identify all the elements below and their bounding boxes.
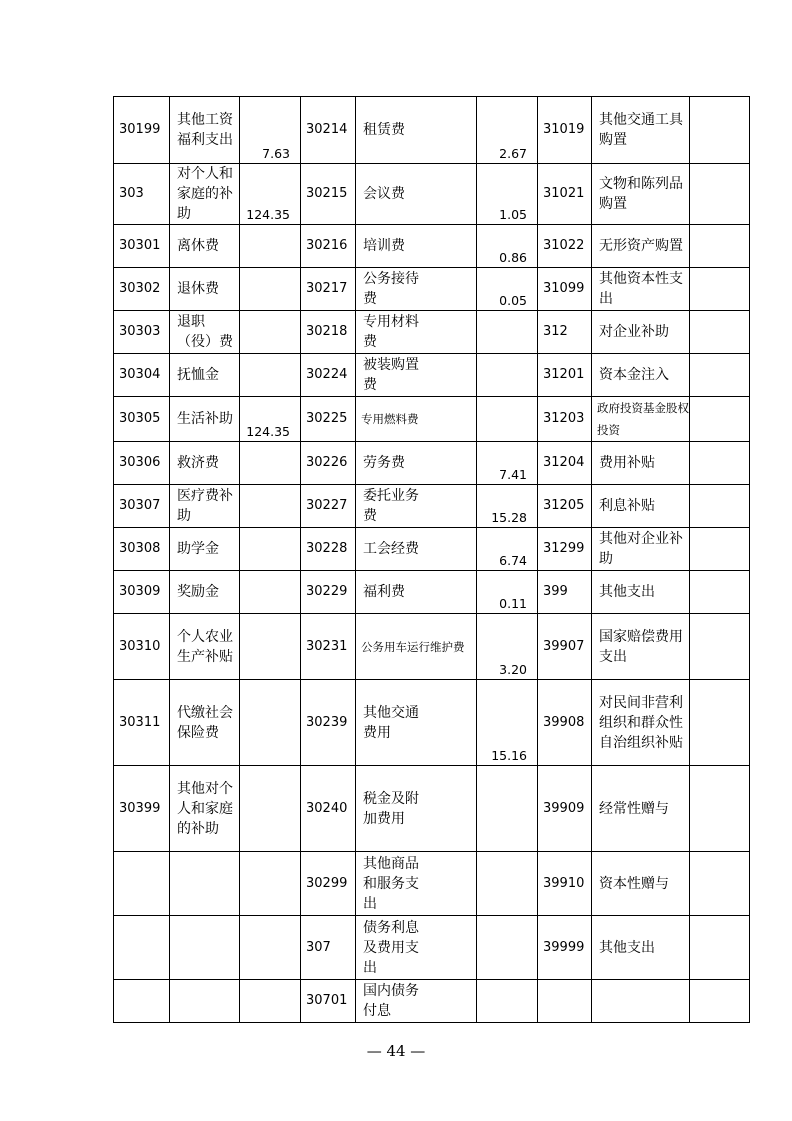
amount-cell [690, 164, 750, 225]
amount-cell [690, 614, 750, 680]
code-cell: 31019 [538, 97, 592, 164]
item-name: 利息补贴 [599, 498, 655, 514]
item-name-cell [592, 571, 690, 614]
code-cell: 39908 [538, 680, 592, 766]
code-cell: 30224 [301, 354, 356, 397]
item-name: 委托业务费 [363, 488, 419, 524]
item-name-cell [170, 442, 240, 485]
item-name-cell [592, 268, 690, 311]
table-row [114, 485, 750, 528]
item-name: 其他支出 [599, 584, 655, 600]
item-name-cell [356, 354, 477, 397]
amount-cell [690, 225, 750, 268]
code-cell: 399 [538, 571, 592, 614]
item-name: 抚恤金 [177, 367, 219, 383]
item-name-cell [170, 571, 240, 614]
item-name-cell [170, 268, 240, 311]
item-name: 代缴社会保险费 [177, 704, 233, 741]
item-name-cell [356, 571, 477, 614]
code-cell: 39909 [538, 766, 592, 852]
item-name: 公务用车运行维护费 [361, 639, 465, 654]
code-cell: 30231 [301, 614, 356, 680]
item-name: 其他支出 [599, 939, 655, 956]
amount-cell [477, 766, 538, 852]
item-name: 资本金注入 [599, 367, 669, 383]
code-cell [538, 980, 592, 1023]
code-cell: 312 [538, 311, 592, 354]
item-name-cell [170, 397, 240, 442]
budget-code-table [113, 96, 750, 1023]
amount-cell [477, 852, 538, 916]
amount-cell: 0.05 [477, 268, 538, 311]
code-cell: 30701 [301, 980, 356, 1023]
code-cell: 30303 [114, 311, 170, 354]
amount-cell [240, 852, 301, 916]
amount-cell: 2.67 [477, 97, 538, 164]
item-name: 国内债务付息 [363, 983, 419, 1019]
code-cell: 30304 [114, 354, 170, 397]
item-name: 奖励金 [177, 584, 219, 600]
code-cell: 30199 [114, 97, 170, 164]
amount-cell [240, 680, 301, 766]
code-cell: 30399 [114, 766, 170, 852]
code-cell: 31203 [538, 397, 592, 442]
item-name-cell [170, 485, 240, 528]
amount-cell: 7.63 [240, 97, 301, 164]
item-name: 其他对企业补助 [599, 531, 683, 567]
item-name: 其他资本性支出 [599, 271, 683, 307]
item-name-cell [356, 97, 477, 164]
item-name: 国家赔偿费用支出 [599, 628, 683, 665]
item-name: 经常性赠与 [599, 800, 669, 817]
code-cell: 30216 [301, 225, 356, 268]
amount-cell [477, 311, 538, 354]
code-cell: 39910 [538, 852, 592, 916]
code-cell [114, 980, 170, 1023]
item-name: 文物和陈列品购置 [599, 176, 683, 212]
item-name-cell [592, 916, 690, 980]
amount-cell [690, 916, 750, 980]
amount-cell: 15.16 [477, 680, 538, 766]
table-row [114, 980, 750, 1023]
item-name: 专用材料费 [363, 314, 419, 350]
item-name: 退休费 [177, 281, 219, 297]
amount-cell: 3.20 [477, 614, 538, 680]
code-cell: 30229 [301, 571, 356, 614]
amount-cell: 15.28 [477, 485, 538, 528]
amount-cell [690, 571, 750, 614]
item-name-cell [356, 528, 477, 571]
item-name: 费用补贴 [599, 455, 655, 471]
item-name-cell [592, 225, 690, 268]
amount-cell [690, 268, 750, 311]
table-row [114, 397, 750, 442]
item-name: 对民间非营利组织和群众性自治组织补贴 [599, 694, 683, 751]
amount-cell [690, 311, 750, 354]
code-cell: 31099 [538, 268, 592, 311]
amount-cell [240, 354, 301, 397]
item-name: 培训费 [363, 238, 405, 254]
code-cell: 30301 [114, 225, 170, 268]
item-name: 福利费 [363, 584, 405, 600]
item-name-cell [356, 614, 477, 680]
item-name-cell [592, 97, 690, 164]
amount-cell [240, 268, 301, 311]
item-name-cell [170, 766, 240, 852]
amount-cell [240, 225, 301, 268]
amount-cell: 124.35 [240, 164, 301, 225]
amount-cell [690, 680, 750, 766]
item-name: 对企业补助 [599, 324, 669, 340]
table-row [114, 916, 750, 980]
item-name-cell [592, 852, 690, 916]
amount-cell [240, 311, 301, 354]
code-cell: 30228 [301, 528, 356, 571]
item-name-cell [356, 680, 477, 766]
amount-cell [240, 442, 301, 485]
item-name-cell [170, 97, 240, 164]
item-name-cell [356, 916, 477, 980]
item-name-cell [592, 442, 690, 485]
item-name-cell [170, 354, 240, 397]
amount-cell [690, 442, 750, 485]
page-number: — 44 — [366, 1042, 426, 1060]
amount-cell: 0.86 [477, 225, 538, 268]
code-cell: 30226 [301, 442, 356, 485]
item-name: 无形资产购置 [599, 238, 683, 254]
amount-cell [690, 97, 750, 164]
item-name-cell [592, 164, 690, 225]
item-name: 生活补助 [177, 411, 233, 427]
amount-cell [690, 852, 750, 916]
item-name-cell [356, 980, 477, 1023]
amount-cell [240, 528, 301, 571]
code-cell: 31205 [538, 485, 592, 528]
item-name-cell [356, 485, 477, 528]
table-row [114, 311, 750, 354]
code-cell: 30218 [301, 311, 356, 354]
item-name-cell [356, 311, 477, 354]
item-name-cell [170, 311, 240, 354]
code-cell: 39907 [538, 614, 592, 680]
item-name-cell [356, 225, 477, 268]
item-name: 劳务费 [363, 455, 405, 471]
item-name-cell [356, 164, 477, 225]
item-name-cell [170, 164, 240, 225]
code-cell: 307 [301, 916, 356, 980]
code-cell: 30299 [301, 852, 356, 916]
item-name-cell [356, 268, 477, 311]
table-row [114, 852, 750, 916]
item-name-cell [170, 225, 240, 268]
code-cell: 31204 [538, 442, 592, 485]
code-cell: 303 [114, 164, 170, 225]
item-name: 政府投资基金股权投资 [597, 401, 689, 437]
item-name: 公务接待费 [363, 271, 419, 307]
item-name-cell [592, 680, 690, 766]
amount-cell: 124.35 [240, 397, 301, 442]
item-name-cell [592, 397, 690, 442]
item-name-cell [592, 311, 690, 354]
item-name: 个人农业生产补贴 [177, 628, 233, 665]
code-cell [114, 852, 170, 916]
item-name-cell [356, 766, 477, 852]
item-name: 税金及附加费用 [363, 790, 419, 827]
amount-cell [690, 485, 750, 528]
amount-cell [690, 980, 750, 1023]
item-name: 其他交通工具购置 [599, 112, 683, 148]
item-name: 工会经费 [363, 541, 419, 557]
code-cell: 30225 [301, 397, 356, 442]
amount-cell [477, 354, 538, 397]
table-row [114, 97, 750, 164]
item-name-cell [356, 442, 477, 485]
item-name-cell [356, 852, 477, 916]
amount-cell: 7.41 [477, 442, 538, 485]
item-name-cell [170, 980, 240, 1023]
item-name: 对个人和家庭的补助 [177, 166, 233, 222]
item-name: 助学金 [177, 541, 219, 557]
amount-cell [240, 916, 301, 980]
amount-cell [240, 980, 301, 1023]
item-name: 会议费 [363, 186, 405, 202]
code-cell: 30240 [301, 766, 356, 852]
table-row [114, 354, 750, 397]
amount-cell [690, 766, 750, 852]
item-name-cell [592, 614, 690, 680]
table-row [114, 614, 750, 680]
code-cell: 39999 [538, 916, 592, 980]
code-cell: 30217 [301, 268, 356, 311]
amount-cell: 0.11 [477, 571, 538, 614]
amount-cell [477, 397, 538, 442]
code-cell: 30306 [114, 442, 170, 485]
item-name-cell [592, 485, 690, 528]
item-name-cell [170, 916, 240, 980]
code-cell [114, 916, 170, 980]
table-row [114, 680, 750, 766]
item-name: 其他交通费用 [363, 704, 419, 741]
code-cell: 30227 [301, 485, 356, 528]
item-name: 其他商品和服务支出 [363, 855, 419, 912]
amount-cell [477, 916, 538, 980]
amount-cell [240, 485, 301, 528]
amount-cell: 1.05 [477, 164, 538, 225]
item-name-cell [592, 980, 690, 1023]
table-row [114, 268, 750, 311]
code-cell: 30215 [301, 164, 356, 225]
amount-cell [690, 354, 750, 397]
item-name: 资本性赠与 [599, 875, 669, 892]
item-name: 被装购置费 [363, 357, 419, 393]
code-cell: 31022 [538, 225, 592, 268]
item-name-cell [170, 852, 240, 916]
item-name: 医疗费补助 [177, 488, 233, 524]
amount-cell [690, 528, 750, 571]
item-name: 退职（役）费 [177, 314, 233, 350]
amount-cell [690, 397, 750, 442]
code-cell: 30311 [114, 680, 170, 766]
item-name-cell [592, 766, 690, 852]
table-body [114, 97, 750, 1023]
item-name-cell [592, 354, 690, 397]
code-cell: 30305 [114, 397, 170, 442]
item-name-cell [170, 528, 240, 571]
code-cell: 30214 [301, 97, 356, 164]
code-cell: 31299 [538, 528, 592, 571]
code-cell: 31021 [538, 164, 592, 225]
code-cell: 30239 [301, 680, 356, 766]
item-name-cell [592, 528, 690, 571]
item-name: 专用燃料费 [361, 412, 419, 426]
amount-cell: 6.74 [477, 528, 538, 571]
amount-cell [240, 614, 301, 680]
item-name-cell [170, 614, 240, 680]
table-row [114, 571, 750, 614]
table-row [114, 442, 750, 485]
code-cell: 30308 [114, 528, 170, 571]
item-name: 离休费 [177, 238, 219, 254]
table-row [114, 766, 750, 852]
code-cell: 30302 [114, 268, 170, 311]
item-name-cell [170, 680, 240, 766]
code-cell: 30309 [114, 571, 170, 614]
item-name: 其他工资福利支出 [177, 112, 233, 148]
amount-cell [240, 571, 301, 614]
item-name-cell [356, 397, 477, 442]
amount-cell [240, 766, 301, 852]
item-name: 救济费 [177, 455, 219, 471]
table-row [114, 528, 750, 571]
table-row [114, 225, 750, 268]
item-name: 债务利息及费用支出 [363, 919, 419, 976]
code-cell: 30310 [114, 614, 170, 680]
code-cell: 31201 [538, 354, 592, 397]
item-name: 租赁费 [363, 122, 405, 138]
table-row [114, 164, 750, 225]
code-cell: 30307 [114, 485, 170, 528]
item-name: 其他对个人和家庭的补助 [177, 780, 233, 837]
amount-cell [477, 980, 538, 1023]
